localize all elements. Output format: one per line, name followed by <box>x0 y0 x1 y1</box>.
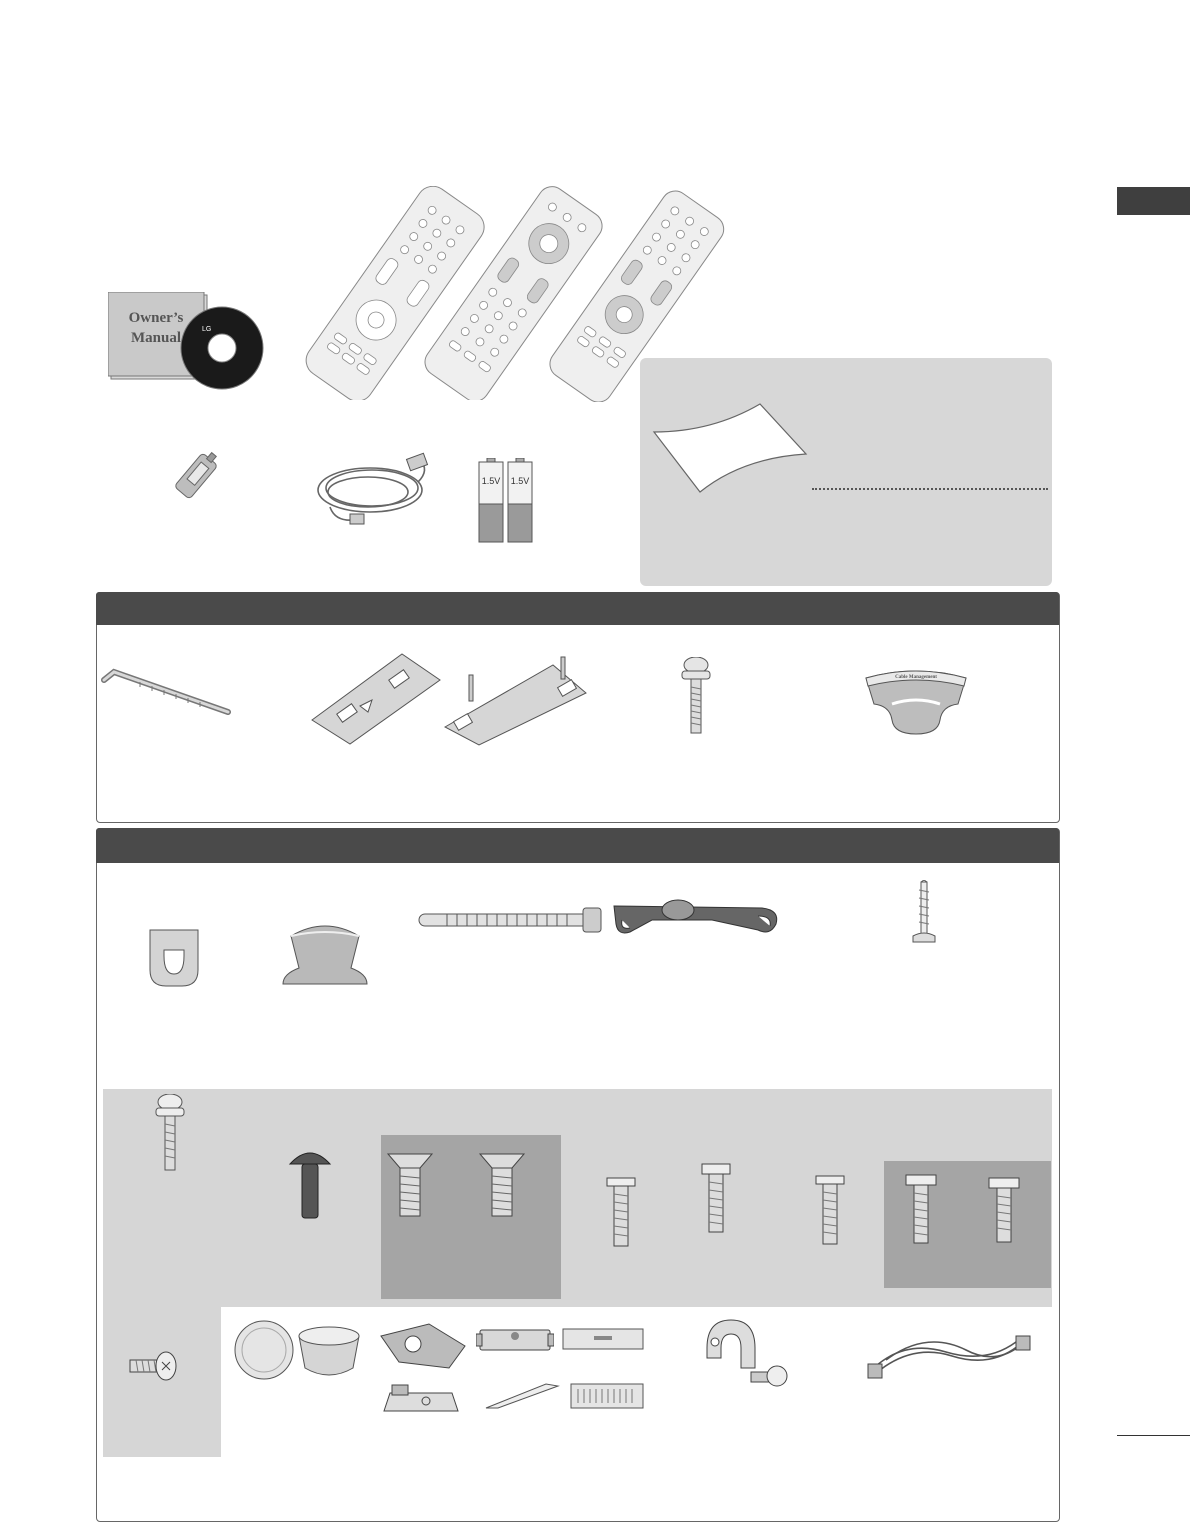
manual-title: Owner’s Manual <box>128 310 184 346</box>
stand-cover-icon <box>443 655 588 747</box>
panel-header-bar <box>96 592 1059 625</box>
protection-cover-icon <box>382 1383 460 1413</box>
page-number-rule <box>1117 1435 1190 1436</box>
cd-rom-icon <box>179 305 265 391</box>
screw-icon <box>905 1173 937 1245</box>
screw-icon <box>478 1152 526 1218</box>
ferrite-core-icon <box>168 448 224 504</box>
screw-icon <box>386 1152 434 1218</box>
svg-text:LG: LG <box>202 326 212 333</box>
battery-voltage-label: 1.5V <box>481 476 501 486</box>
panel-header-bar <box>96 828 1059 863</box>
screw-icon <box>815 1174 845 1246</box>
divider-dotted <box>812 488 1048 490</box>
protection-cover-icon <box>484 1382 560 1410</box>
cable-holder-label: Cable Management <box>895 675 937 680</box>
cable-tie-icon <box>417 906 605 936</box>
cable-holder-icon <box>379 1322 467 1370</box>
bolt-icon <box>676 657 716 735</box>
stand-cover-icon <box>310 650 442 746</box>
battery-icon <box>478 458 534 544</box>
cable-tie-icon <box>100 662 234 718</box>
cable-clip-icon <box>703 1318 789 1388</box>
screw-group-area <box>103 1307 221 1457</box>
power-cord-icon <box>866 1330 1032 1382</box>
protection-cover-icon <box>476 1326 554 1354</box>
stand-cover-icon <box>281 922 369 986</box>
screw-icon <box>606 1176 636 1248</box>
section-tab <box>1117 187 1190 215</box>
polishing-cloth-icon <box>652 402 808 494</box>
cable-clip-icon <box>146 926 202 990</box>
protection-cover-icon <box>562 1328 644 1350</box>
bolt-icon <box>288 1146 332 1220</box>
bolt-icon <box>150 1094 190 1172</box>
battery-voltage-label: 1.5V <box>510 476 530 486</box>
screw-icon <box>701 1162 731 1234</box>
protection-cover-icon <box>233 1320 361 1382</box>
screw-icon <box>128 1350 178 1382</box>
protection-cover-icon <box>570 1383 644 1409</box>
cable-holder-icon <box>612 896 782 938</box>
power-cord-icon <box>310 452 446 528</box>
screw-icon <box>988 1176 1020 1244</box>
screw-icon <box>911 880 937 952</box>
